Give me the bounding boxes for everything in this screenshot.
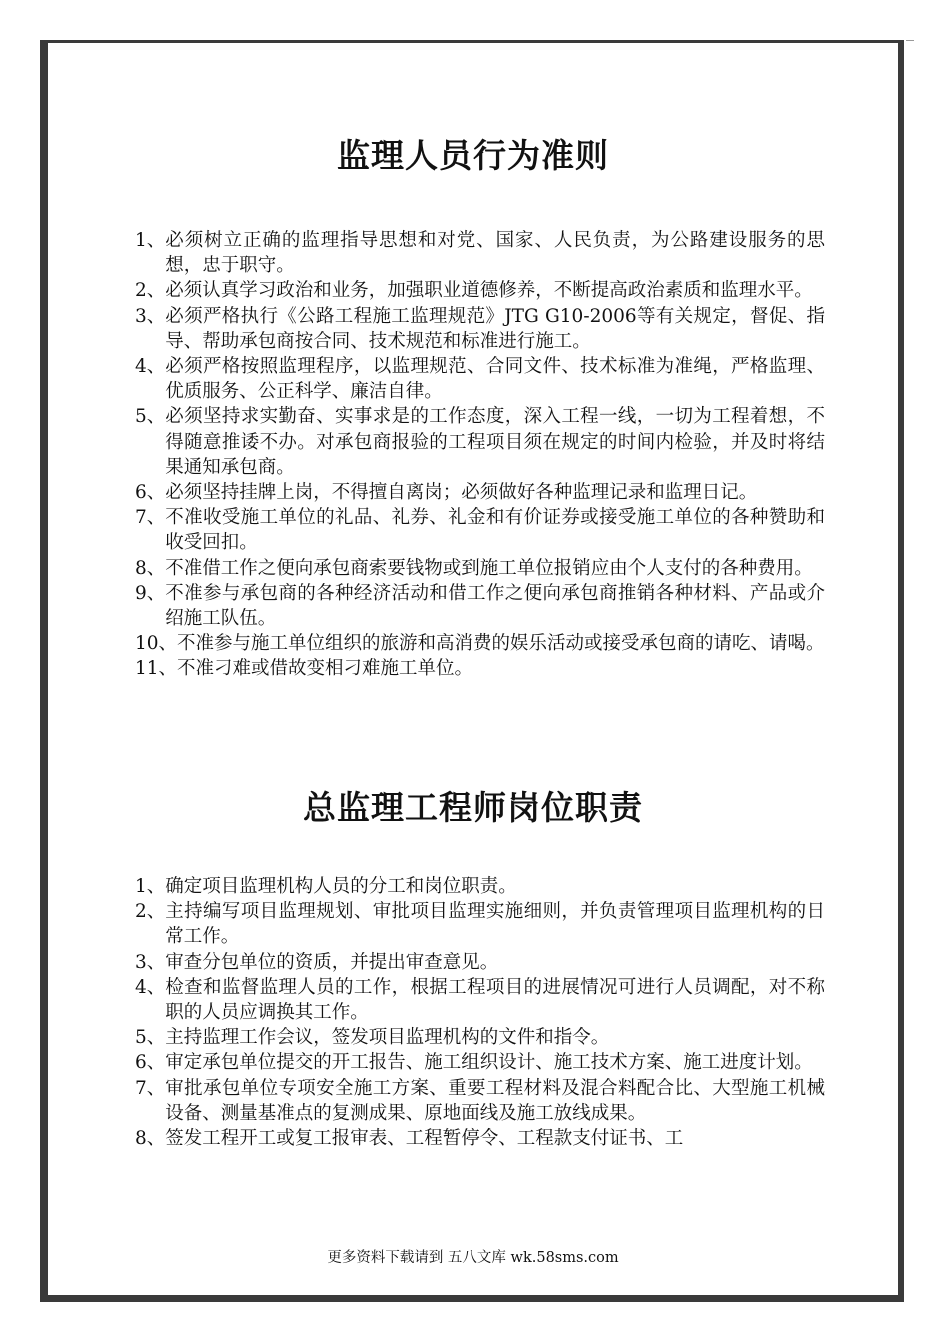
rule-number: 3、 [135,951,166,973]
rule-text: 主持编写项目监理规划、审批项目监理实施细则，并负责管理项目监理机构的日常工作。 [165,901,825,948]
footer-download-note: 更多资料下载请到 五八文库 wk.58sms.com [327,1250,619,1266]
rule-text: 审批承包单位专项安全施工方案、重要工程材料及混合料配合比、大型施工机械设备、测量基准点的复测成果、原地面线及施工放线成果。 [165,1077,825,1124]
rule-text: 必须坚持挂牌上岗，不得擅自离岗；必须做好各种监理记录和监理日记。 [165,482,758,504]
rule-text: 审定承包单位提交的开工报告、施工组织设计、施工技术方案、施工进度计划。 [165,1052,813,1074]
list-item [135,975,825,1025]
rule-number: 7、 [135,507,166,529]
rule-text: 必须认真学习政治和业务，加强职业道德修养，不断提高政治素质和监理水平。 [165,280,813,302]
rule-text: 必须严格执行《公路工程施工监理规范》JTG G10-2006等有关规定，督促、指导、帮助承包商按合同、技术规范和标准进行施工。 [165,305,825,352]
rule-number: 3、 [135,305,166,327]
list-item [135,228,825,278]
section1-title: 监理人员行为准则 [337,136,609,175]
rule-number: 2、 [135,280,166,302]
rule-text: 不准参与承包商的各种经济活动和借工作之便向承包商推销各种材料、产品或介绍施工队伍。 [165,582,825,630]
list-item [135,404,825,480]
rule-number: 7、 [135,1077,166,1099]
list-item [135,354,825,404]
rule-text: 不准收受施工单位的礼品、礼券、礼金和有价证券或接受施工单位的各种赞助和收受回扣。 [165,507,825,554]
rule-text: 检查和监督监理人员的工作，根据工程项目的进展情况可进行人员调配，对不称职的人员应调换其工作。 [165,976,825,1024]
section2-rules-list [135,874,825,1151]
rule-text: 主持监理工作会议，签发项目监理机构的文件和指令。 [165,1027,610,1049]
rule-number: 1、 [135,230,166,251]
rule-number: 11、 [135,658,178,680]
list-item [135,1126,825,1151]
list-item [135,899,825,949]
rule-number: 6、 [135,482,166,504]
list-item [135,874,825,899]
list-item [135,1025,825,1050]
rule-text: 不准参与施工单位组织的旅游和高消费的娱乐活动或接受承包商的请吃、请喝。 [177,633,825,655]
list-item [135,656,825,681]
rule-number: 5、 [135,406,166,428]
list-item [135,631,825,656]
rule-text: 必须树立正确的监理指导思想和对党、国家、人民负责，为公路建设服务的思想，忠于职守。 [165,230,825,277]
list-item [135,950,825,975]
corner-mark [906,40,914,41]
rule-text: 不准借工作之便向承包商索要钱物或到施工单位报销应由个人支付的各种费用。 [165,557,813,579]
section2-title: 总监理工程师岗位职责 [303,788,643,827]
rule-number: 10、 [135,633,178,655]
list-item [135,505,825,555]
rule-number: 1、 [135,876,166,897]
rule-text: 确定项目监理机构人员的分工和岗位职责。 [165,876,517,897]
list-item [135,278,825,303]
list-item [135,556,825,581]
list-item [135,304,825,354]
rule-text: 必须坚持求实勤奋、实事求是的工作态度，深入工程一线，一切为工程着想，不得随意推诿不办。对承包商报验的工程项目须在规定的时间内检验，并及时将结果通知承包商。 [165,406,825,478]
rule-number: 8、 [135,1128,166,1150]
rule-number: 9、 [135,582,166,604]
rule-text: 必须严格按照监理程序，以监理规范、合同文件、技术标准为准绳，严格监理、优质服务、公正科学、廉洁自律。 [165,356,825,403]
section1-rules-list [135,228,825,682]
rule-text: 签发工程开工或复工报审表、工程暂停令、工程款支付证书、工 [165,1128,684,1150]
list-item [135,581,825,631]
list-item [135,1050,825,1075]
list-item [135,1076,825,1126]
rule-number: 8、 [135,557,166,579]
rule-text: 不准刁难或借故变相刁难施工单位。 [177,658,474,680]
rule-number: 4、 [135,976,166,998]
rule-number: 4、 [135,356,166,378]
rule-number: 6、 [135,1052,166,1074]
rule-number: 5、 [135,1027,166,1049]
rule-number: 2、 [135,901,166,923]
rule-text: 审查分包单位的资质，并提出审查意见。 [165,951,499,973]
list-item [135,480,825,505]
